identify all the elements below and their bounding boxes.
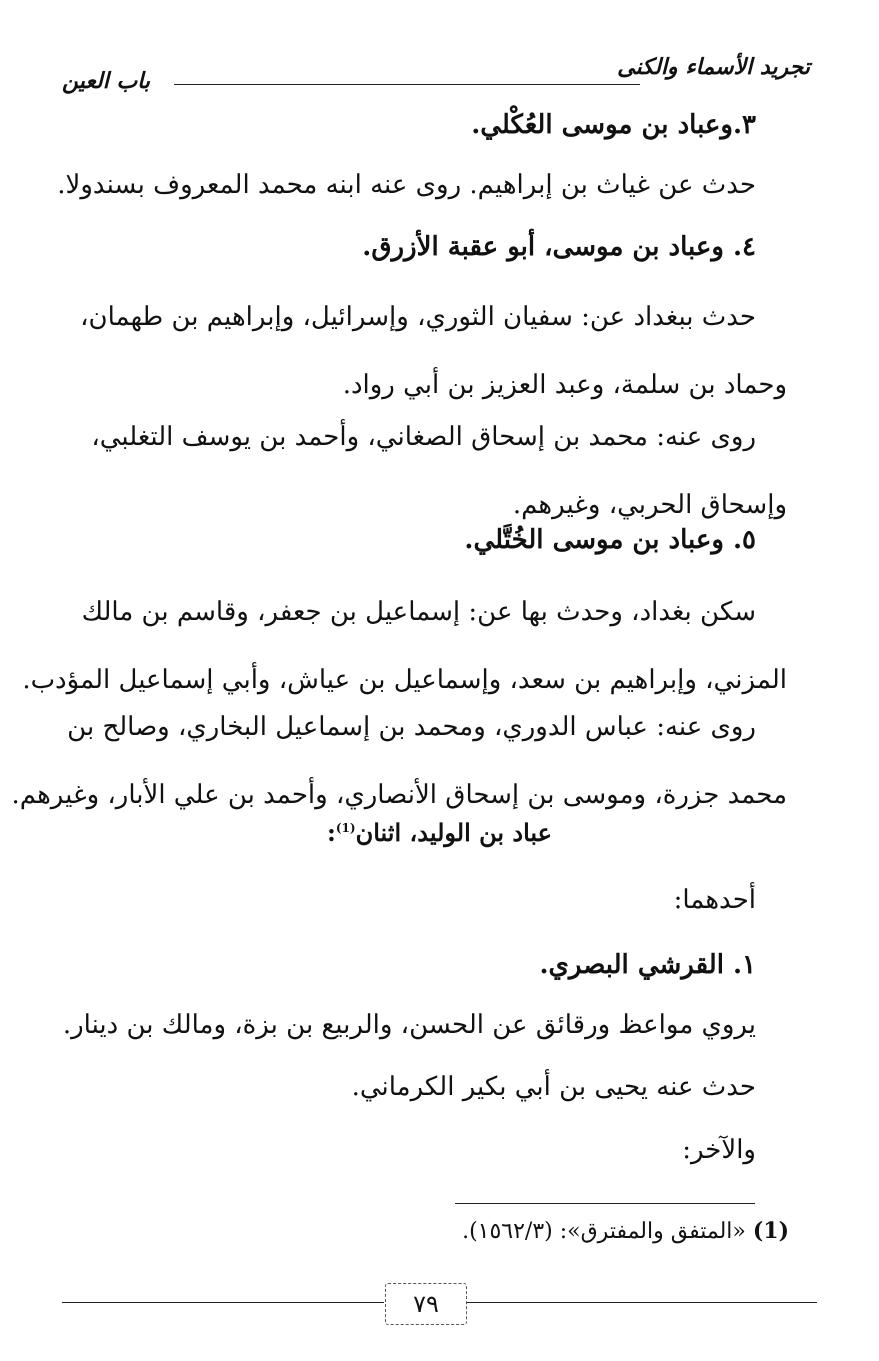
entry-5-p2-line-1: روى عنه: عباس الدوري، ومحمد بن إسماعيل البخاري، وصالح بن bbox=[67, 712, 756, 742]
entry-4-heading: ٤. وعباد بن موسى، أبو عقبة الأزرق. bbox=[362, 232, 756, 262]
entry-5-p2-line-2: محمد جزرة، وموسى بن إسحاق الأنصاري، وأحمد بن علي الأبار، وغيرهم. bbox=[11, 780, 787, 810]
section-heading bbox=[0, 818, 879, 847]
page-number-rule-right bbox=[467, 1302, 817, 1303]
entry-5-heading: ٥. وعباد بن موسى الخُتَّلي. bbox=[464, 525, 756, 555]
entry-5-paragraph-1 bbox=[22, 585, 787, 707]
sub-entry-1-line-2: حدث عنه يحيى بن أبي بكير الكرماني. bbox=[351, 1072, 756, 1102]
footnote-ref[interactable]: (1) bbox=[335, 821, 356, 835]
entry-3-line-1: حدث عن غياث بن إبراهيم. روى عنه ابنه محمد المعروف بسندولا. bbox=[57, 170, 756, 200]
sub-entry-1-heading: ١. القرشي البصري. bbox=[539, 950, 756, 980]
section-title: عباد بن الوليد، اثنان bbox=[355, 818, 552, 847]
section-title-colon: : bbox=[327, 818, 336, 847]
entry-4-p1-line-1: حدث ببغداد عن: سفيان الثوري، وإسرائيل، وإبراهيم بن طهمان، bbox=[80, 302, 756, 332]
entry-4-paragraph-2 bbox=[87, 410, 787, 532]
sub-entry-1-line-1: يروي مواعظ ورقائق عن الحسن، والربيع بن بزة، ومالك بن دينار. bbox=[62, 1010, 756, 1040]
entry-4-paragraph-1 bbox=[80, 290, 787, 412]
footnote-mark: (1) bbox=[752, 1218, 789, 1244]
entry-5-p1-line-2: المزني، وإبراهيم بن سعد، وإسماعيل بن عياش، وأبي إسماعيل المؤدب. bbox=[22, 665, 787, 695]
entry-4-p1-line-2: وحماد بن سلمة، وعبد العزيز بن أبي رواد. bbox=[342, 370, 787, 400]
footnote-text: «المتفق والمفترق»: (١٥٦٢/٣). bbox=[462, 1219, 746, 1244]
page-number-rule-left bbox=[62, 1302, 384, 1303]
entry-4-p2-line-1: روى عنه: محمد بن إسحاق الصغاني، وأحمد بن يوسف التغلبي، bbox=[91, 422, 756, 452]
running-header bbox=[62, 48, 810, 94]
footnote bbox=[462, 1218, 789, 1244]
page-number: ٧٩ bbox=[385, 1283, 467, 1325]
entry-5-p1-line-1: سكن بغداد، وحدث بها عن: إسماعيل بن جعفر، وقاسم بن مالك bbox=[81, 597, 756, 627]
entry-3-heading: ٣.وعباد بن موسى العُكْلي. bbox=[471, 110, 756, 140]
running-header-chapter: باب العين bbox=[62, 68, 151, 94]
footnote-rule bbox=[455, 1203, 755, 1204]
other-label: والآخر: bbox=[682, 1135, 756, 1165]
first-label: أحدهما: bbox=[673, 885, 756, 915]
running-header-rule bbox=[174, 84, 640, 85]
running-header-book-title: تجريد الأسماء والكنى bbox=[617, 54, 810, 80]
entry-4-p2-line-2: وإسحاق الحربي، وغيرهم. bbox=[512, 490, 787, 520]
entry-5-paragraph-2 bbox=[11, 700, 787, 822]
